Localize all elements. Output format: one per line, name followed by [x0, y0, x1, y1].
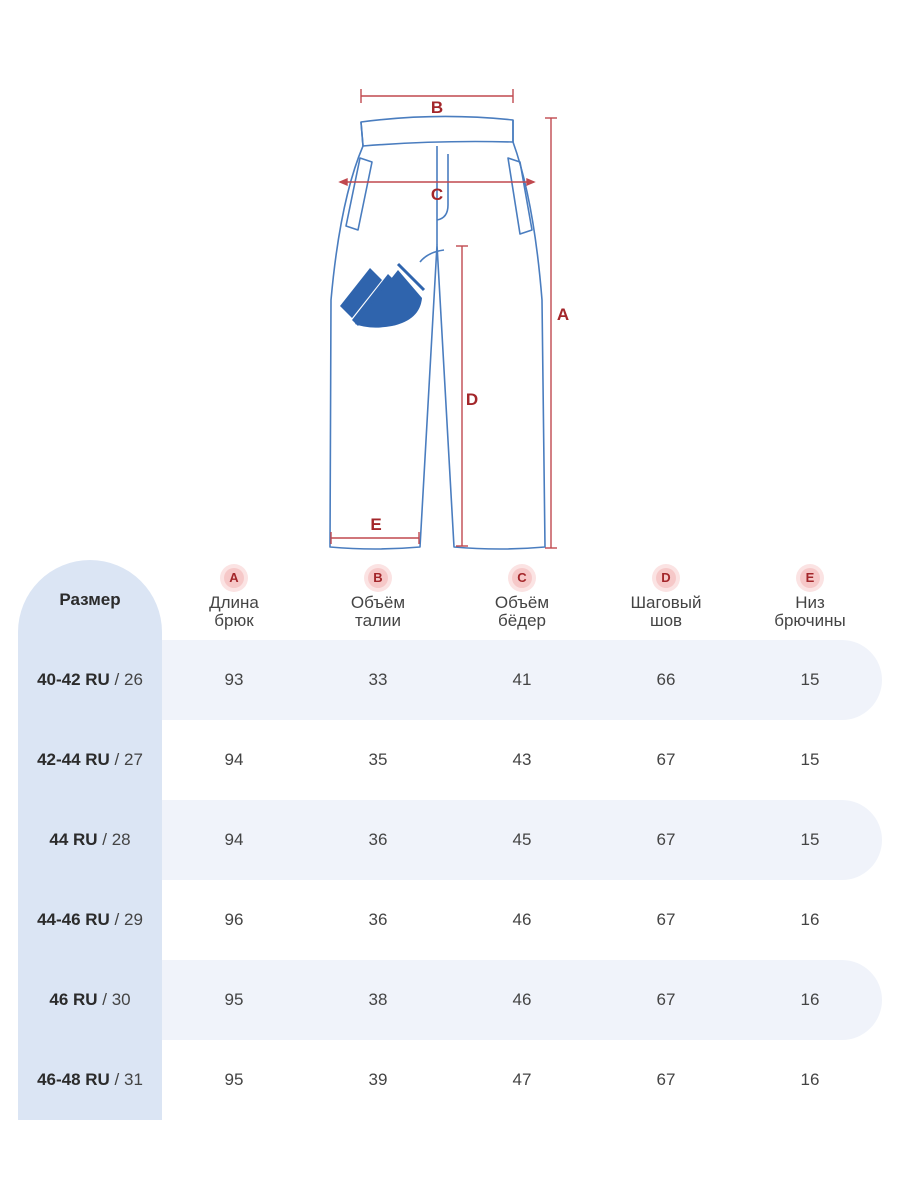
size-cell: [18, 1070, 162, 1090]
cell-hips: 41: [512, 670, 532, 689]
column-label-line1: Низ: [795, 593, 825, 612]
cell-hips: 45: [512, 830, 532, 849]
cell-leg-opening: 15: [800, 670, 820, 689]
size-cell: [18, 750, 162, 770]
size-separator: /: [97, 990, 112, 1009]
size-ru: 40-42 RU: [37, 670, 110, 689]
size-alt: 29: [124, 910, 143, 929]
cell-inseam: 66: [656, 670, 676, 689]
column-header-inseam: [594, 568, 738, 630]
column-badge: B: [368, 568, 388, 588]
size-cell: [18, 990, 162, 1010]
size-ru: 44 RU: [49, 830, 98, 849]
cell-waist: 36: [368, 910, 388, 929]
column-label-line1: Объём: [494, 593, 550, 612]
size-ru: 42-44 RU: [37, 750, 110, 769]
brand-logo-icon: [340, 264, 424, 328]
size-separator: /: [97, 830, 112, 849]
column-label-line2: шов: [649, 611, 683, 630]
cell-hips: 47: [512, 1070, 532, 1089]
cell-leg-opening: 16: [800, 990, 820, 1009]
column-label-line2: бёдер: [497, 611, 547, 630]
cell-length: 94: [224, 750, 244, 769]
cell-hips: 46: [512, 990, 532, 1009]
size-cell: [18, 830, 162, 850]
dim-label-a: A: [556, 305, 570, 324]
column-label-line1: Шаговый: [630, 593, 702, 612]
cell-hips: 43: [512, 750, 532, 769]
size-cell: [18, 910, 162, 930]
size-cell: [18, 670, 162, 690]
column-header-length: [162, 568, 306, 630]
column-label: [450, 594, 594, 630]
cell-leg-opening: 15: [800, 830, 820, 849]
column-badge: E: [800, 568, 820, 588]
cell-inseam: 67: [656, 910, 676, 929]
column-label-line1: Длина: [209, 593, 259, 612]
size-header: Размер: [59, 590, 121, 609]
column-header-waist: [306, 568, 450, 630]
size-alt: 30: [111, 990, 131, 1009]
size-separator: /: [109, 670, 124, 689]
pants-diagram: [0, 0, 900, 560]
cell-leg-opening: 16: [800, 910, 820, 929]
cell-length: 95: [224, 990, 244, 1009]
cell-waist: 39: [368, 1070, 388, 1089]
cell-length: 93: [224, 670, 244, 689]
size-ru: 44-46 RU: [37, 910, 110, 929]
size-ru: 46 RU: [49, 990, 98, 1009]
size-alt: 27: [124, 750, 143, 769]
cell-length: 96: [224, 910, 244, 929]
column-label: [594, 594, 738, 630]
column-label-line2: брюк: [214, 611, 254, 630]
column-label-line2: брючины: [774, 611, 846, 630]
column-badge: C: [512, 568, 532, 588]
cell-leg-opening: 16: [800, 1070, 820, 1089]
column-label-line2: талии: [355, 611, 401, 630]
size-alt: 28: [111, 830, 131, 849]
column-header-leg-opening: [738, 568, 882, 630]
column-badge: D: [656, 568, 676, 588]
cell-waist: 33: [368, 670, 388, 689]
dim-label-e: E: [370, 515, 382, 534]
cell-waist: 36: [368, 830, 388, 849]
column-badge: A: [224, 568, 244, 588]
cell-inseam: 67: [656, 830, 676, 849]
size-ru: 46-48 RU: [37, 1070, 110, 1089]
cell-inseam: 67: [656, 990, 676, 1009]
cell-leg-opening: 15: [800, 750, 820, 769]
column-label-line1: Объём: [350, 593, 406, 612]
cell-hips: 46: [512, 910, 532, 929]
size-alt: 26: [124, 670, 143, 689]
cell-inseam: 67: [656, 750, 676, 769]
column-label: [738, 594, 882, 630]
dim-label-b: B: [430, 98, 444, 117]
dim-label-d: D: [465, 390, 479, 409]
column-header-hips: [450, 568, 594, 630]
cell-waist: 35: [368, 750, 388, 769]
cell-waist: 38: [368, 990, 388, 1009]
size-alt: 31: [124, 1070, 143, 1089]
dim-label-c: C: [430, 185, 444, 204]
cell-length: 94: [224, 830, 244, 849]
size-separator: /: [109, 910, 124, 929]
cell-length: 95: [224, 1070, 244, 1089]
cell-inseam: 67: [656, 1070, 676, 1089]
column-label: [306, 594, 450, 630]
column-label: [162, 594, 306, 630]
size-separator: /: [109, 1070, 124, 1089]
size-separator: /: [109, 750, 124, 769]
